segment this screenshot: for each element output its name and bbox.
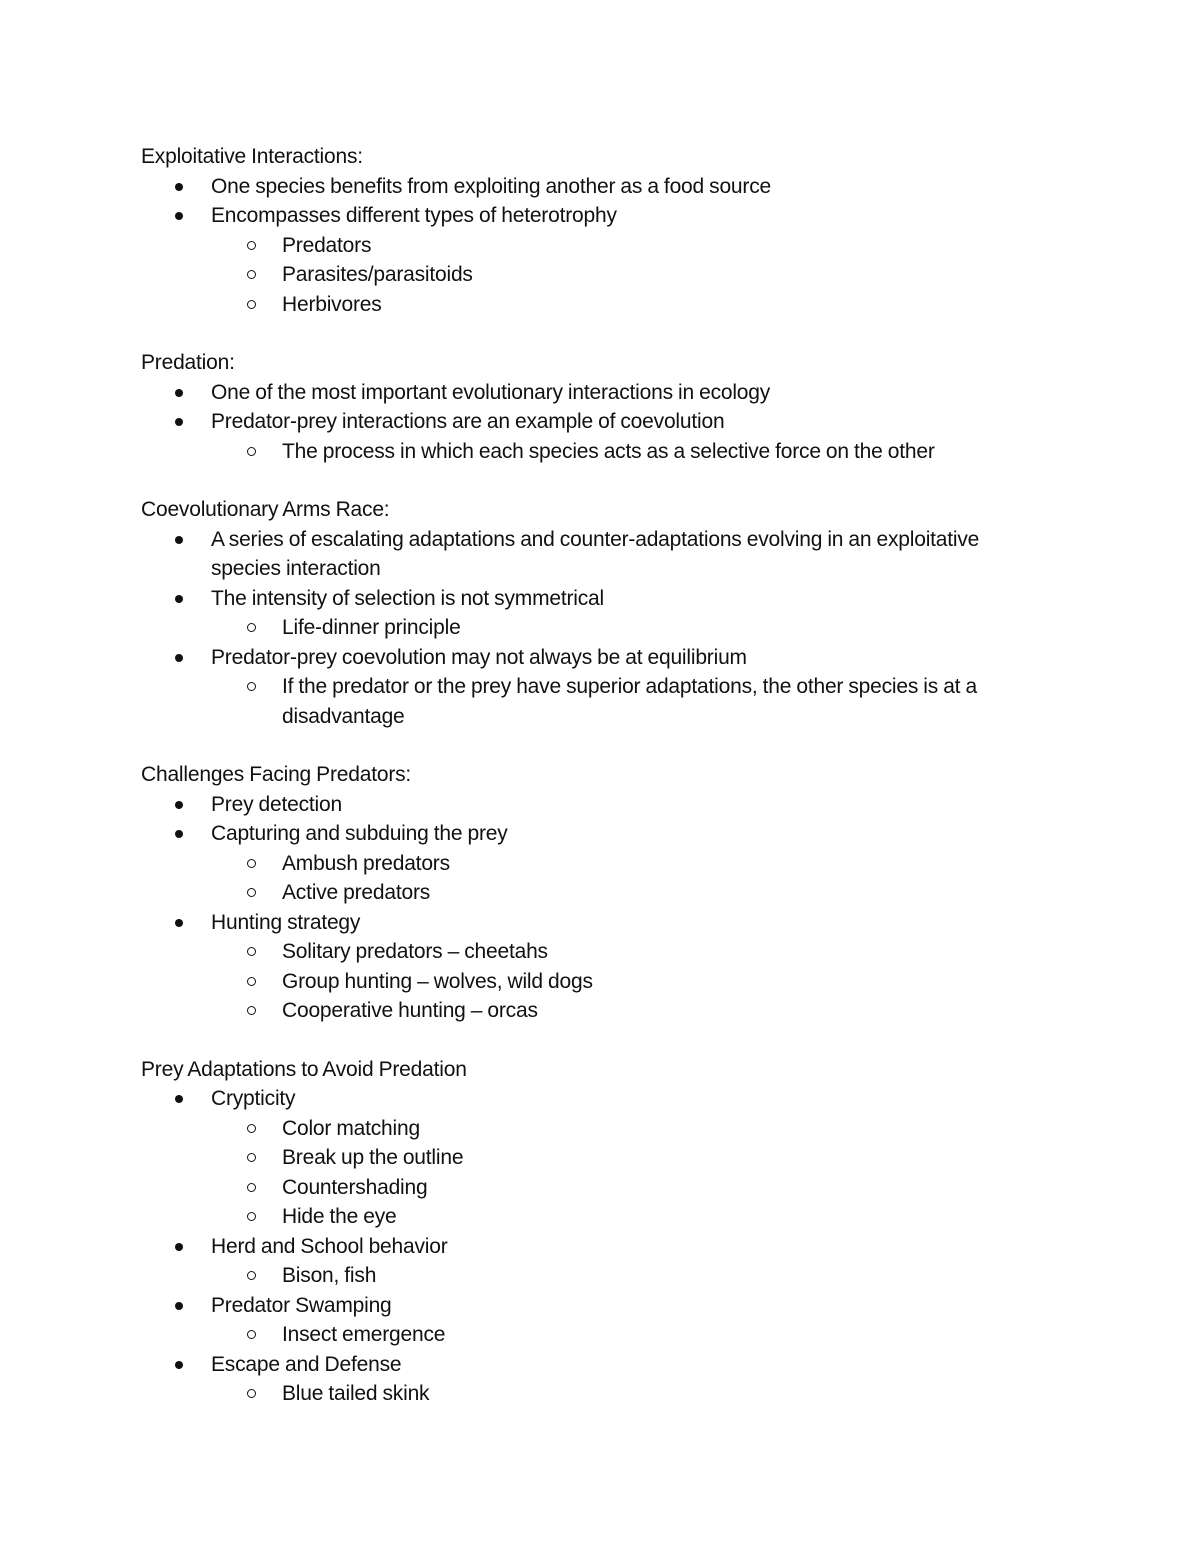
bullet-icon <box>175 418 183 426</box>
sub-list <box>211 437 1041 467</box>
sub-list-item-text: Parasites/parasitoids <box>282 263 473 286</box>
list-item <box>141 525 1041 584</box>
section-heading: Exploitative Interactions: <box>141 145 363 168</box>
sub-list-item <box>141 1320 1041 1350</box>
sub-list-item-text: Herbivores <box>282 292 382 316</box>
sub-list-item <box>141 996 1041 1026</box>
list-item-text: A series of escalating adaptations and counter-adaptations evolving in an exploitative species interaction <box>211 527 980 580</box>
list-item-text: Predator Swamping <box>211 1293 392 1317</box>
list-item-text: One species benefits from exploiting another as a food source <box>211 174 771 198</box>
section-challenges-facing-predators <box>141 760 1041 1026</box>
bullet-list <box>141 525 1041 732</box>
list-item <box>141 790 1041 820</box>
sub-list-item-text: Hide the eye <box>282 1205 397 1228</box>
sub-list <box>211 1379 1041 1409</box>
sub-list-item <box>141 878 1041 908</box>
hollow-bullet-icon <box>247 682 256 691</box>
section-heading: Predation: <box>141 351 235 374</box>
bullet-list <box>141 1084 1041 1409</box>
list-item <box>141 643 1041 732</box>
sub-list-item <box>141 967 1041 997</box>
list-item-text: Hunting strategy <box>211 910 361 934</box>
hollow-bullet-icon <box>247 859 256 868</box>
sub-list <box>211 1114 1041 1232</box>
hollow-bullet-icon <box>247 1271 256 1280</box>
list-item <box>141 819 1041 908</box>
sub-list-item-text: If the predator or the prey have superior adaptations, the other species is at a disadvantage <box>282 675 977 728</box>
list-item <box>141 1350 1041 1409</box>
sub-list-item <box>141 231 1041 261</box>
bullet-icon <box>175 536 183 544</box>
list-item-text: Herd and School behavior <box>211 1234 448 1258</box>
sub-list <box>211 1320 1041 1350</box>
hollow-bullet-icon <box>247 1183 256 1192</box>
sub-list-item-text: Insect emergence <box>282 1323 446 1346</box>
list-item <box>141 908 1041 1026</box>
sub-list-item-text: Active predators <box>282 881 431 904</box>
sub-list-item <box>141 260 1041 290</box>
sub-list-item <box>141 1261 1041 1291</box>
list-item-text: The intensity of selection is not symmetrical <box>211 586 604 610</box>
sub-list-item <box>141 1173 1041 1203</box>
list-item-text: One of the most important evolutionary interactions in ecology <box>211 380 771 404</box>
bullet-icon <box>175 1095 183 1103</box>
hollow-bullet-icon <box>247 1153 256 1162</box>
sub-list-item-text: Life-dinner principle <box>282 616 461 639</box>
section-heading: Coevolutionary Arms Race: <box>141 498 390 521</box>
sub-list-item-text: Color matching <box>282 1116 420 1140</box>
sub-list-item <box>141 1202 1041 1232</box>
document-page <box>141 142 1041 1438</box>
sub-list-item-text: Group hunting – wolves, wild dogs <box>282 969 593 993</box>
hollow-bullet-icon <box>247 1006 256 1015</box>
sub-list-item <box>141 937 1041 967</box>
list-item-text: Escape and Defense <box>211 1352 402 1376</box>
list-item <box>141 378 1041 408</box>
sub-list-item <box>141 613 1041 643</box>
bullet-icon <box>175 1302 183 1310</box>
hollow-bullet-icon <box>247 1330 256 1339</box>
sub-list-item-text: Ambush predators <box>282 851 450 875</box>
sub-list-item <box>141 290 1041 320</box>
section-exploitative-interactions <box>141 142 1041 319</box>
list-item-text: Encompasses different types of heterotrophy <box>211 204 617 227</box>
sub-list <box>211 849 1041 908</box>
sub-list <box>211 1261 1041 1291</box>
bullet-list <box>141 790 1041 1026</box>
bullet-icon <box>175 183 183 191</box>
bullet-icon <box>175 830 183 838</box>
list-item <box>141 1232 1041 1291</box>
sub-list-item-text: Cooperative hunting – orcas <box>282 999 538 1022</box>
sub-list-item-text: Break up the outline <box>282 1146 464 1169</box>
bullet-list <box>141 378 1041 467</box>
sub-list-item-text: Blue tailed skink <box>282 1382 430 1405</box>
list-item <box>141 407 1041 466</box>
sub-list-item <box>141 1379 1041 1409</box>
bullet-icon <box>175 919 183 927</box>
list-item <box>141 1291 1041 1350</box>
sub-list-item <box>141 672 1041 731</box>
section-predation <box>141 348 1041 466</box>
section-heading: Challenges Facing Predators: <box>141 763 412 786</box>
bullet-icon <box>175 1361 183 1369</box>
bullet-icon <box>175 389 183 397</box>
sub-list-item-text: Bison, fish <box>282 1264 377 1287</box>
bullet-icon <box>175 212 183 220</box>
bullet-icon <box>175 1243 183 1251</box>
sub-list <box>211 613 1041 643</box>
hollow-bullet-icon <box>247 447 256 456</box>
section-prey-adaptations <box>141 1055 1041 1409</box>
hollow-bullet-icon <box>247 1212 256 1221</box>
section-heading: Prey Adaptations to Avoid Predation <box>141 1057 467 1081</box>
list-item-text: Prey detection <box>211 792 342 816</box>
sub-list-item <box>141 849 1041 879</box>
list-item-text: Capturing and subduing the prey <box>211 822 508 845</box>
hollow-bullet-icon <box>247 1389 256 1398</box>
list-item-text: Predator-prey coevolution may not always be at equilibrium <box>211 645 747 669</box>
hollow-bullet-icon <box>247 270 256 279</box>
sub-list <box>211 937 1041 1026</box>
list-item <box>141 1084 1041 1232</box>
sub-list-item-text: The process in which each species acts as a selective force on the other <box>282 439 935 463</box>
sub-list-item-text: Countershading <box>282 1175 428 1199</box>
hollow-bullet-icon <box>247 947 256 956</box>
hollow-bullet-icon <box>247 623 256 632</box>
sub-list-item <box>141 1143 1041 1173</box>
section-coevolutionary-arms-race <box>141 495 1041 731</box>
sub-list-item-text: Solitary predators – cheetahs <box>282 940 548 963</box>
list-item-text: Crypticity <box>211 1087 296 1110</box>
sub-list <box>211 672 1041 731</box>
hollow-bullet-icon <box>247 1124 256 1133</box>
sub-list-item-text: Predators <box>282 233 372 257</box>
list-item <box>141 201 1041 319</box>
list-item <box>141 584 1041 643</box>
hollow-bullet-icon <box>247 300 256 309</box>
bullet-list <box>141 172 1041 320</box>
sub-list <box>211 231 1041 320</box>
bullet-icon <box>175 654 183 662</box>
hollow-bullet-icon <box>247 241 256 250</box>
list-item <box>141 172 1041 202</box>
bullet-icon <box>175 595 183 603</box>
hollow-bullet-icon <box>247 888 256 897</box>
sub-list-item <box>141 437 1041 467</box>
list-item-text: Predator-prey interactions are an example of coevolution <box>211 410 725 433</box>
hollow-bullet-icon <box>247 977 256 986</box>
sub-list-item <box>141 1114 1041 1144</box>
bullet-icon <box>175 801 183 809</box>
